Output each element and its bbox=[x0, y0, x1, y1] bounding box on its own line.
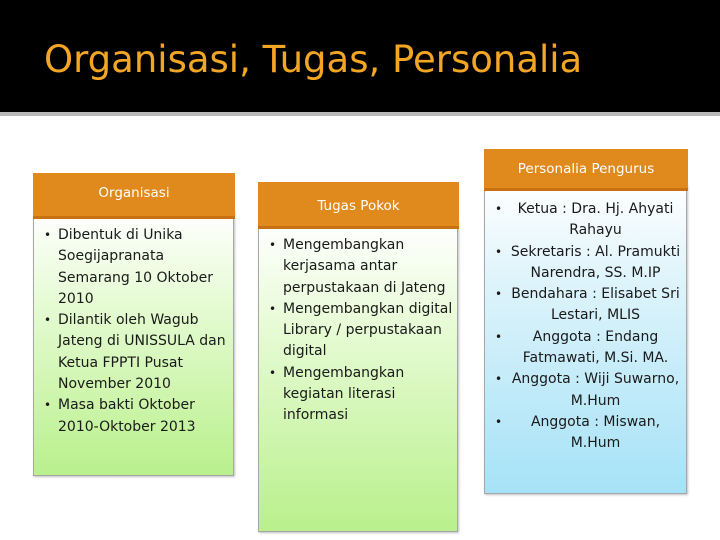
list-item: • Masa bakti Oktober 2010-Oktober 2013 bbox=[44, 397, 196, 435]
list-item: • Sekretaris : Al. Pramukti Narendra, SS. M.IP bbox=[495, 243, 681, 281]
tugas-list bbox=[259, 223, 457, 427]
personalia-header bbox=[484, 149, 688, 191]
bullet-icon: • bbox=[269, 365, 277, 380]
bullet-icon: • bbox=[44, 398, 52, 413]
personalia-list bbox=[485, 185, 686, 455]
list-item: • Anggota : Miswan, M.Hum bbox=[495, 413, 661, 452]
list-item: • Dilantik oleh Wagub Jateng di UNISSULA dan Ketua FPPTI Pusat November 2010 bbox=[44, 312, 226, 393]
bullet-icon: • bbox=[495, 202, 503, 216]
tugas-box bbox=[258, 222, 458, 532]
tugas-header-label: Tugas Pokok bbox=[317, 198, 400, 214]
bullet-icon: • bbox=[269, 238, 277, 252]
bullet-icon: • bbox=[495, 244, 503, 259]
bullet-icon: • bbox=[44, 313, 52, 328]
list-item: • Mengembangkan digital Library / perpustakaan digital bbox=[269, 300, 453, 360]
bullet-icon: • bbox=[269, 301, 277, 316]
bullet-icon: • bbox=[495, 329, 503, 344]
personalia-header-label: Personalia Pengurus bbox=[517, 161, 655, 177]
list-item: • Bendahara : Elisabet Sri Lestari, MLIS bbox=[495, 286, 680, 324]
title-divider bbox=[0, 112, 720, 116]
organisasi-box bbox=[33, 210, 234, 476]
organisasi-header bbox=[33, 173, 235, 219]
bullet-icon: • bbox=[495, 287, 503, 302]
list-item: • Dibentuk di Unika Soegijapranata Semarang 10 Oktober 2010 bbox=[44, 227, 213, 307]
list-item: • Mengembangkan kegiatan literasi informasi bbox=[269, 364, 405, 424]
list-item: • Anggota : Wiji Suwarno, M.Hum bbox=[495, 371, 680, 409]
list-item: • Anggota : Endang Fatmawati, M.Si. MA. bbox=[495, 328, 669, 367]
bullet-icon: • bbox=[495, 414, 503, 429]
bullet-icon: • bbox=[44, 228, 52, 242]
organisasi-list bbox=[34, 211, 233, 438]
title-bar bbox=[0, 0, 720, 112]
bullet-icon: • bbox=[495, 372, 503, 387]
organisasi-header-label: Organisasi bbox=[98, 185, 170, 201]
personalia-box bbox=[484, 184, 687, 494]
tugas-header bbox=[258, 182, 459, 229]
list-item: • Ketua : Dra. Hj. Ahyati Rahayu bbox=[495, 201, 674, 239]
list-item: • Mengembangkan kerjasama antar perpustakaan di Jateng bbox=[269, 237, 446, 296]
slide-title: Organisasi, Tugas, Personalia bbox=[44, 38, 583, 81]
